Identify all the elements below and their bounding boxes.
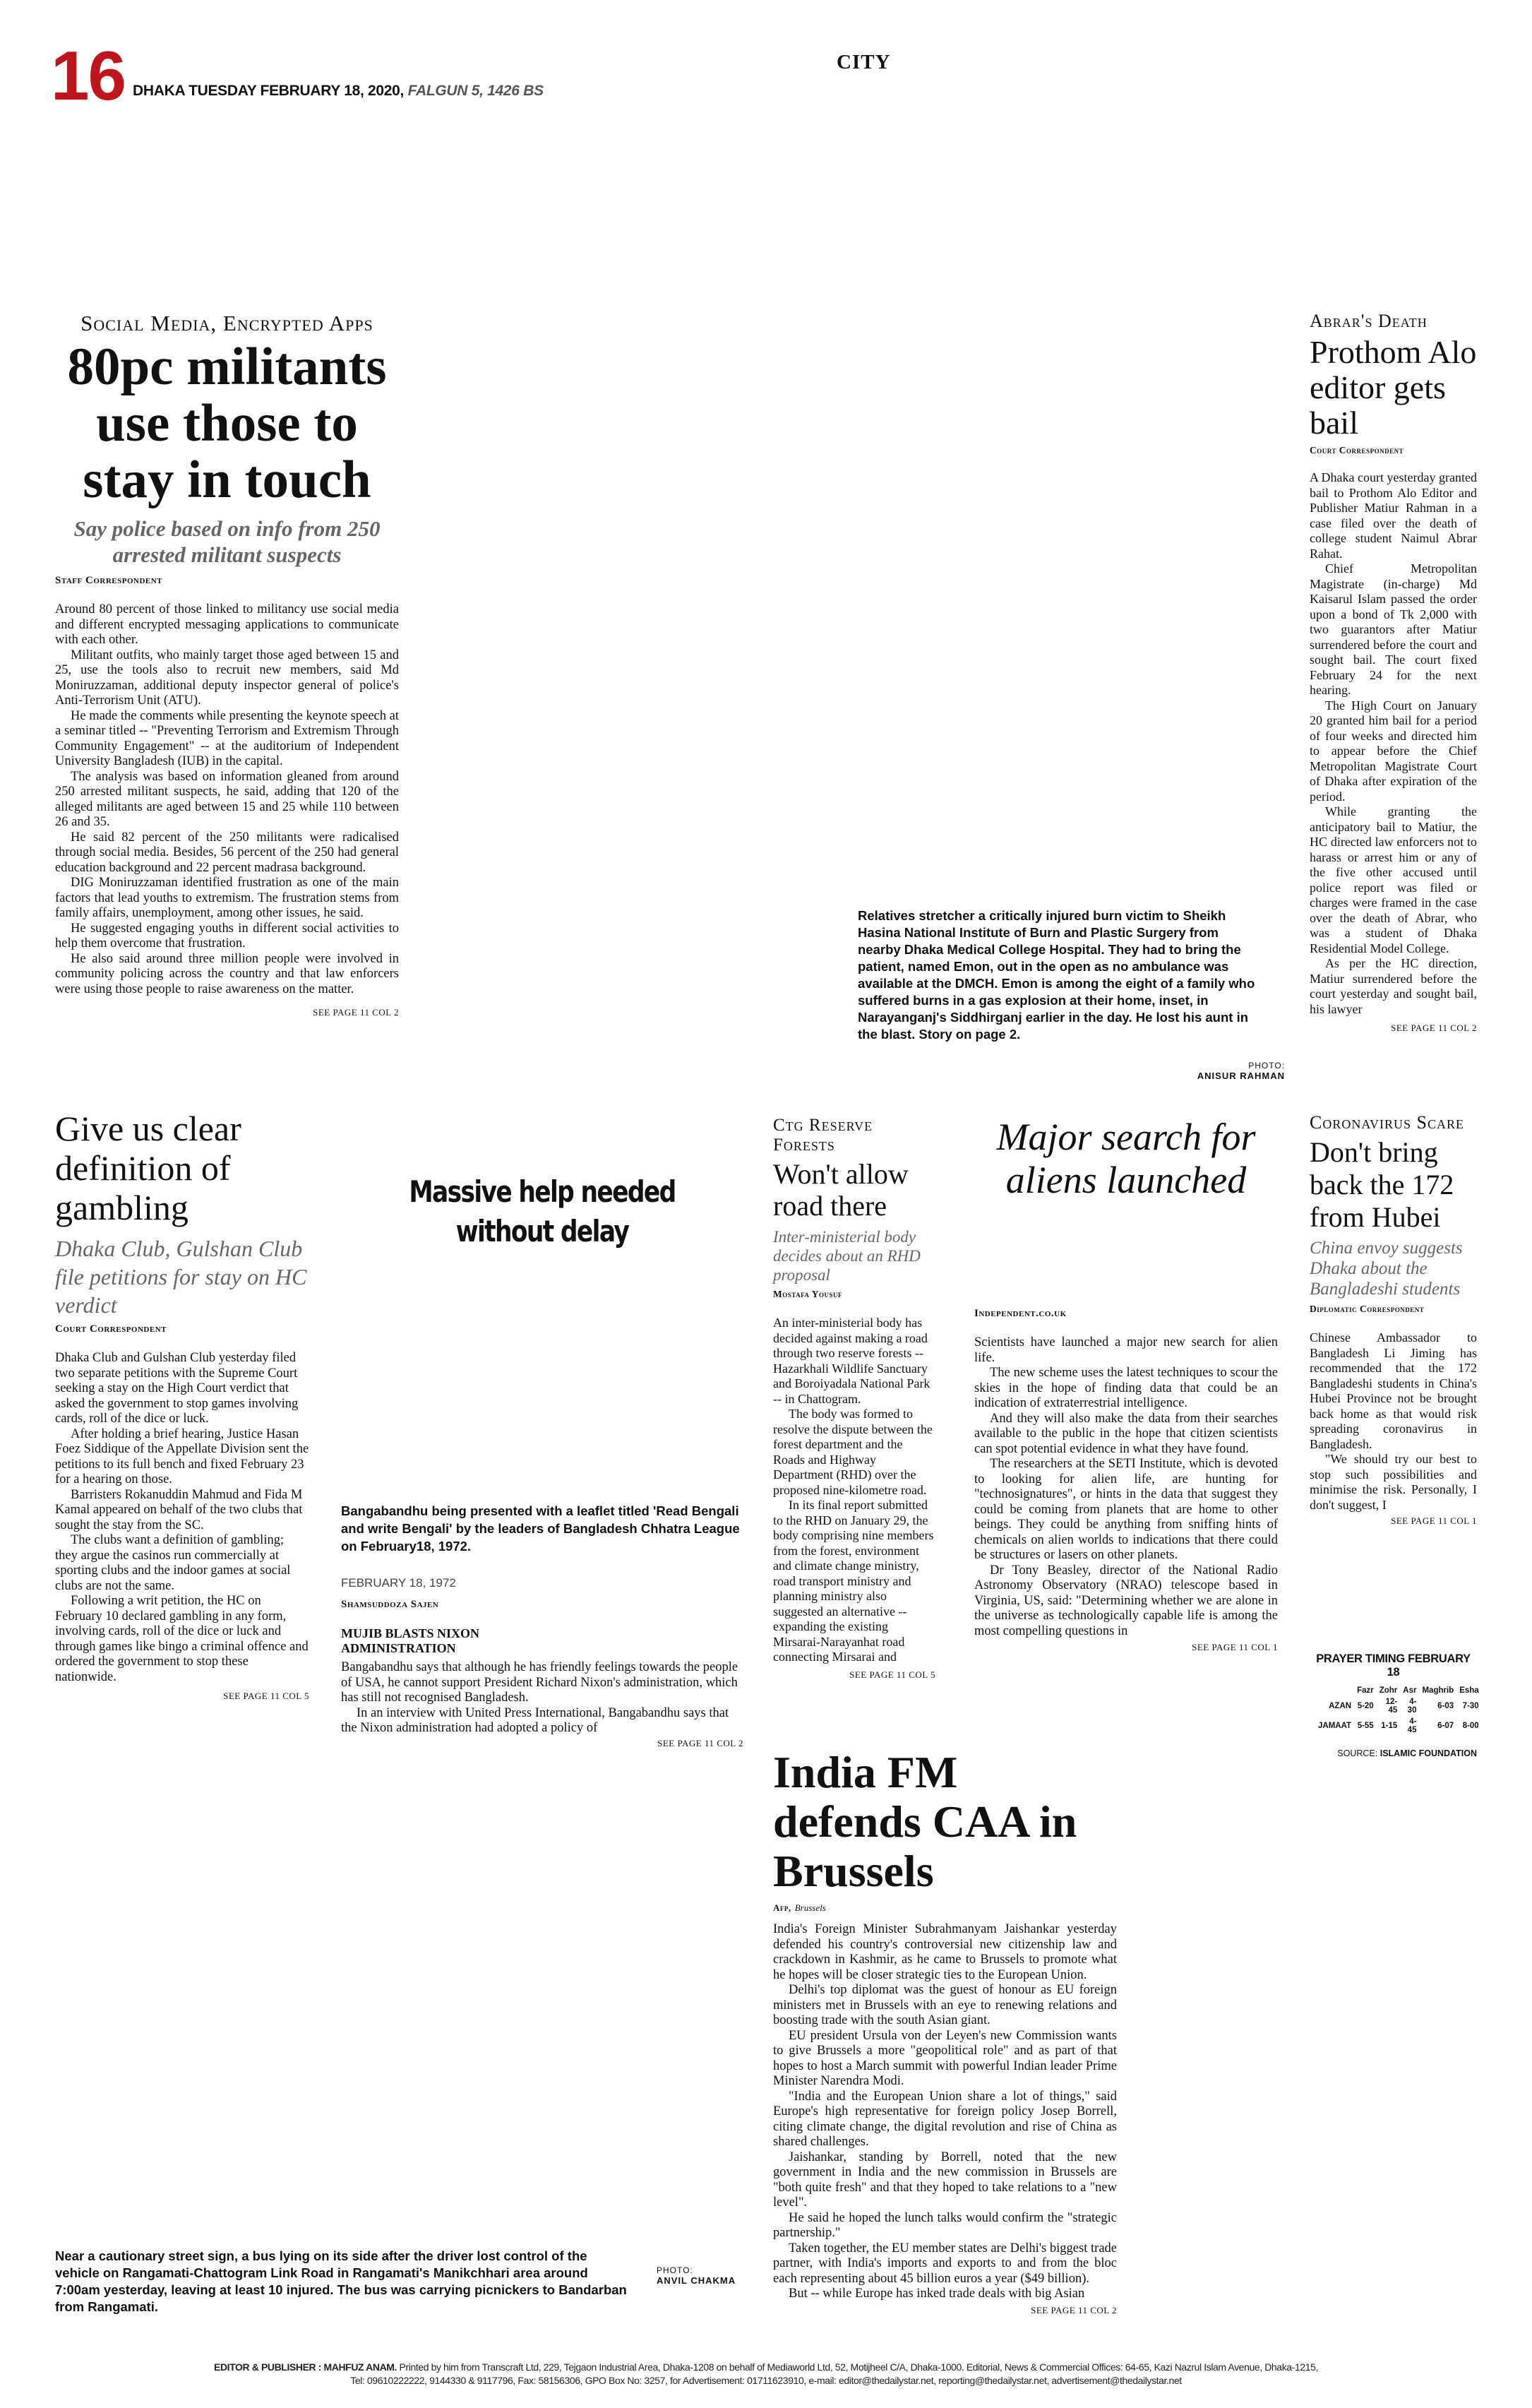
paragraph: Jaishankar, standing by Borrell, noted that the new government in India and the new commission in Brussels are "both quite fresh" and that they hoped to take relations to a "new level". xyxy=(773,2150,1117,2210)
story-body xyxy=(773,1922,1117,2302)
paragraph: And they will also make the data from their searches available to the public in the hope that citizen scientists can spot potential evidence in what they have found. xyxy=(974,1411,1278,1456)
paragraph: In an interview with United Press International, Bangabandhu says that the Nixon administration had adopted a policy of xyxy=(341,1705,729,1735)
prayer-source xyxy=(1310,1748,1477,1758)
story-reserve-forests xyxy=(773,1116,935,1681)
story-subhead: China envoy suggests Dhaka about the Bangladeshi students xyxy=(1310,1239,1463,1299)
photo-credit xyxy=(1130,1061,1285,1081)
footer-editor: EDITOR & PUBLISHER : MAHFUZ ANAM. xyxy=(214,2361,397,2373)
footer-address: Printed by him from Transcraft Ltd, 229, Tejgaon Industrial Area, Dhaka-1208 on behalf of Mediaworld Ltd, 52, Motijheel C/A, Dhaka-1000. Editorial, News & Commercial Offices: 64-65, Kazi Nazrul Islam Avenue, Dhaka-1215, xyxy=(399,2361,1318,2373)
story-kicker: Social Media, Encrypted Apps xyxy=(80,311,373,335)
paragraph: A Dhaka court yesterday granted bail to Prothom Alo Editor and Publisher Matiur Rahman in a case filed over the death of college student Naimul Abrar Rahat. xyxy=(1310,470,1477,561)
story-byline-row xyxy=(773,1900,1117,1914)
paragraph: DIG Moniruzzaman identified frustration as one of the main factors that lead youths to extremism. The frustration stems from family affairs, unemployment, among other issues, he said. xyxy=(55,876,399,920)
story-headline: Won't allow road there xyxy=(773,1158,909,1222)
story-headline: Give us clear definition of gambling xyxy=(55,1109,241,1227)
photo-caption-bus: Near a cautionary street sign, a bus lying on its side after the driver lost control of the vehicle on Rangamati-Chattogram Link Road in Rangamati's Manikchhari area around 7:00am yesterday, leaving at least 10 injured. The bus was carrying picnickers to Bandarban from Rangamati. xyxy=(55,2248,627,2314)
paragraph: He also said around three million people were involved in community policing across the country and that law enforcers were using those people to raise awareness on the matter. xyxy=(55,951,399,996)
prayer-table xyxy=(1315,1685,1482,1736)
story-headline: Prothom Alo editor gets bail xyxy=(1310,334,1477,441)
story-kicker: Ctg Reserve Forests xyxy=(773,1116,873,1155)
page-number: 16 xyxy=(51,37,126,114)
story-subhead: Say police based on info from 250 arrested militant suspects xyxy=(73,516,381,567)
prayer-col-header: Fazr xyxy=(1357,1686,1374,1695)
story-body xyxy=(1310,1330,1477,1513)
date-line-bangla: FALGUN 5, 1426 BS xyxy=(407,83,544,99)
jump-link[interactable]: SEE PAGE 11 COL 2 xyxy=(1031,2304,1117,2315)
jump-link[interactable]: SEE PAGE 11 COL 1 xyxy=(1391,1515,1477,1526)
paragraph: Around 80 percent of those linked to militancy use social media and different encrypted messaging applications to communicate with each other. xyxy=(55,602,399,647)
prayer-cell: 5-55 xyxy=(1357,1722,1374,1730)
prayer-col-header: Asr xyxy=(1403,1686,1417,1695)
story-byline: Diplomatic Correspondent xyxy=(1310,1304,1425,1314)
paragraph: Chief Metropolitan Magistrate (in-charge) Md Kaisarul Islam passed the order upon a bond of Tk 2,000 with two guarantors after Matiur surrendered before the court and sought bail. The court fixed February 24 for the next hearing. xyxy=(1310,561,1477,697)
prayer-timing-box xyxy=(1310,1652,1477,1758)
photo-credit-name: ANISUR RAHMAN xyxy=(1197,1071,1285,1081)
story-prothom-alo xyxy=(1310,311,1477,1034)
photo-caption-burn-victim: Relatives stretcher a critically injured burn victim to Sheikh Hasina National Institute of Burn and Plastic Surgery from nearby Dhaka Medical College Hospital. They had to bring the patient, named Emon, out in the open as no ambulance was available at the DMCH. Emon is among the eight of a family who suffered burns in a gas explosion at their home, inset, in Narayanganj's Siddhirganj earlier in the day. He lost his aunt in the blast. Story on page 2. xyxy=(858,908,1255,1042)
story-body xyxy=(55,602,399,997)
footer-line-2: Tel: 09610222222, 9144330 & 9117796, Fax: 58156306, GPO Box No: 3257, for Advertisement: 01711623910, e-mail: editor@thedailystar.net, reporting@thedailystar.net, advertisement@thedailystar.net xyxy=(350,2375,1182,2386)
date-line xyxy=(133,83,544,100)
paragraph: Militant outfits, who mainly target those aged between 15 and 25, use the tools also to recruit new members, said Md Moniruzzaman, additional deputy inspector general of police's Anti-Terrorism Unit (ATU). xyxy=(55,648,399,708)
paragraph: The new scheme uses the latest techniques to scour the skies in the hope of finding data that could be an indication of extraterrestrial intelligence. xyxy=(974,1366,1278,1410)
story-kicker: Coronavirus Scare xyxy=(1310,1112,1464,1133)
history-column xyxy=(341,1172,743,1749)
prayer-cell: 6-03 xyxy=(1437,1702,1454,1710)
story-byline: Staff Correspondent xyxy=(55,575,163,586)
prayer-cell: 7-30 xyxy=(1462,1702,1479,1710)
prayer-cell: 4-30 xyxy=(1407,1698,1417,1715)
footer-imprint xyxy=(56,2361,1476,2388)
paragraph: Chinese Ambassador to Bangladesh Li Jiming has recommended that the 172 Bangladeshi students in China's Hubei Province not be brought back home as that would risk spreading coronavirus in Bangladesh. xyxy=(1310,1330,1477,1451)
paragraph: EU president Ursula von der Leyen's new Commission wants to give Brussels a more "geopolitical role" and as part of that hopes to host a March summit with powerful Indian leader Prime Minister Narendra Modi. xyxy=(773,2028,1117,2088)
history-body xyxy=(341,1660,743,1736)
date-line-english: DHAKA TUESDAY FEBRUARY 18, 2020, xyxy=(133,83,405,99)
prayer-cell: JAMAAT xyxy=(1318,1722,1352,1730)
paragraph: He said 82 percent of the 250 militants were radicalised through social media. Besides, 56 percent of the 250 had general education background and 22 percent madrasa background. xyxy=(55,830,399,875)
story-dateline: Brussels xyxy=(794,1902,826,1913)
paragraph: He made the comments while presenting the keynote speech at a seminar titled -- "Preventing Terrorism and Extremism Through Community Engagement" -- at the auditorium of Independent University Bangladesh (IUB) in the capital. xyxy=(55,708,399,768)
paragraph: Barristers Rokanuddin Mahmud and Fida M Kamal appeared on behalf of the two clubs that sought the stay from the SC. xyxy=(55,1487,303,1532)
prayer-source-name: ISLAMIC FOUNDATION xyxy=(1380,1748,1477,1758)
prayer-cell: 6-07 xyxy=(1437,1722,1454,1730)
jump-link[interactable]: SEE PAGE 11 COL 1 xyxy=(1192,1642,1278,1652)
paragraph: The High Court on January 20 granted him bail for a period of four weeks and directed him to appear before the Chief Metropolitan Magistrate Court of Dhaka after expiration of the period. xyxy=(1310,698,1477,804)
paragraph: The body was formed to resolve the dispute between the forest department and the Roads and Highway Department (RHD) over the proposed nine-kilometre road. xyxy=(773,1407,933,1497)
history-byline: Shamsuddoza Sajen xyxy=(341,1599,439,1610)
story-aliens xyxy=(974,1116,1278,1653)
story-body xyxy=(974,1335,1278,1639)
paragraph: Following a writ petition, the HC on February 10 declared gambling in any form, involving cards, roll of the dice or luck and through games like bingo a criminal offence and ordered the government to stop these nationwide. xyxy=(55,1594,309,1684)
jump-link[interactable]: SEE PAGE 11 COL 5 xyxy=(223,1691,309,1701)
paragraph: While granting the anticipatory bail to Matiur, the HC directed law enforcers not to harass or arrest him or any of the five other accused until police report was filed or charges were framed in the case over the death of Abrar, who was a student of Dhaka Residential Model College. xyxy=(1310,804,1477,955)
jump-link[interactable]: SEE PAGE 11 COL 2 xyxy=(657,1737,743,1748)
story-byline: Court Correspondent xyxy=(55,1323,167,1335)
history-headline: Massive help needed without delay xyxy=(409,1174,676,1248)
story-headline: Major search for aliens launched xyxy=(996,1116,1256,1201)
story-byline: Independent.co.uk xyxy=(974,1308,1067,1319)
prayer-row-jamaat xyxy=(1315,1716,1482,1736)
prayer-cell: 5-20 xyxy=(1357,1702,1374,1710)
prayer-title: PRAYER TIMING FEBRUARY 18 xyxy=(1316,1652,1471,1679)
paragraph: Scientists have launched a major new search for alien life. xyxy=(974,1335,1278,1365)
story-headline: Don't bring back the 172 from Hubei xyxy=(1310,1136,1454,1233)
prayer-cell: 1-15 xyxy=(1381,1722,1398,1730)
prayer-col-header xyxy=(1315,1685,1354,1696)
story-byline: Court Correspondent xyxy=(1310,445,1404,455)
prayer-col-header: Esha xyxy=(1459,1686,1479,1695)
paragraph: The clubs want a definition of gambling; they argue the casinos run commercially at sporting clubs and the indoor games at social clubs are not the same. xyxy=(55,1533,291,1593)
story-coronavirus xyxy=(1310,1112,1477,1527)
story-gambling xyxy=(55,1109,309,1702)
story-body xyxy=(773,1316,935,1665)
paragraph: But -- while Europe has inked trade deals with big Asian xyxy=(789,2287,1085,2301)
story-subhead: Inter-ministerial body decides about an RHD proposal xyxy=(773,1228,921,1284)
photo-credit-label: PHOTO: xyxy=(1248,1061,1285,1071)
photo-credit-name: ANVIL CHAKMA xyxy=(657,2275,736,2286)
prayer-cell: 8-00 xyxy=(1462,1722,1479,1730)
story-subhead: Dhaka Club, Gulshan Club file petitions for stay on HC verdict xyxy=(55,1236,307,1318)
story-kicker: Abrar's Death xyxy=(1310,311,1428,331)
paragraph: Dr Tony Beasley, director of the National Radio Astronomy Observatory (NRAO) telescope based in Virginia, US, said: "Determining whether we are alone in the universe as technologically capable life is among the most compelling questions in xyxy=(974,1563,1278,1638)
prayer-cell: 4-45 xyxy=(1407,1717,1417,1734)
jump-link[interactable]: SEE PAGE 11 COL 2 xyxy=(1391,1023,1477,1033)
story-byline: Mostafa Yousuf xyxy=(773,1289,843,1299)
paragraph: An inter-ministerial body has decided against making a road through two reserve forests -- Hazarkhali Wildlife Sanctuary and Boroiyadala National Park -- in Chattogram. xyxy=(773,1316,930,1406)
photo-credit-label: PHOTO: xyxy=(657,2265,693,2275)
story-byline: Afp, xyxy=(773,1902,791,1913)
paragraph: Dhaka Club and Gulshan Club yesterday filed two separate petitions with the Supreme Court seeking a stay on the High Court verdict that asked the government to stop games involving cards, roll of the dice or luck. xyxy=(55,1351,299,1426)
story-headline: 80pc militants use those to stay in touch xyxy=(67,338,387,509)
paragraph: He suggested engaging youths in different social activities to help them overcome that frustration. xyxy=(55,921,399,950)
prayer-header-row xyxy=(1315,1685,1482,1696)
jump-link[interactable]: SEE PAGE 11 COL 5 xyxy=(849,1669,935,1680)
story-militants xyxy=(55,311,399,1018)
prayer-cell: 12-45 xyxy=(1385,1698,1398,1715)
paragraph: The researchers at the SETI Institute, which is devoted to looking for alien life, are hunting for "technosignatures", or hints in the data that suggest they could be coming from planets that are home to other beings. They could be anything from sniffing hints of chemicals on alien worlds to indications that there could be structures or lasers on other planets. xyxy=(974,1457,1278,1562)
prayer-source-label: SOURCE: xyxy=(1337,1748,1378,1758)
story-body xyxy=(55,1351,309,1685)
paragraph: India's Foreign Minister Subrahmanyam Jaishankar yesterday defended his country's controversial new citizenship law and crackdown in Kashmir, as he came to Brussels to promote what he hopes will be closer strategic ties to the European Union. xyxy=(773,1922,1117,1982)
prayer-row-azan xyxy=(1315,1696,1482,1716)
history-date: FEBRUARY 18, 1972 xyxy=(341,1576,456,1590)
paragraph: After holding a brief hearing, Justice Hasan Foez Siddique of the Appellate Division sent the petitions to its full bench and fixed February 23 for a hearing on those. xyxy=(55,1426,309,1486)
paragraph: In its final report submitted to the RHD on January 29, the body comprising nine members from the forest, environment and climate change ministry, road transport ministry and planning ministry also suggested an alternative -- expanding the existing Mirsarai-Narayanhat road connecting Mirsarai and xyxy=(773,1498,934,1664)
jump-link[interactable]: SEE PAGE 11 COL 2 xyxy=(313,1007,399,1018)
paragraph: Bangabandhu says that although he has friendly feelings towards the people of USA, he cannot support President Richard Nixon's administration, which has still not recognised Bangladesh. xyxy=(341,1660,738,1705)
paragraph: Delhi's top diplomat was the guest of honour as EU foreign ministers met in Brussels with an eye to renewing relations and boosting trade with the south Asian giant. xyxy=(773,1983,1117,2027)
story-headline: India FM defends CAA in Brussels xyxy=(773,1747,1077,1896)
paragraph: As per the HC direction, Matiur surrendered before the court yesterday and sought bail, his lawyer xyxy=(1310,956,1477,1016)
history-subhead: MUJIB BLASTS NIXON ADMINISTRATION xyxy=(341,1626,480,1655)
paragraph: The analysis was based on information gleaned from around 250 arrested militant suspects, he said, adding that 120 of the alleged militants are aged between 15 and 25 while 110 between 26 and 35. xyxy=(55,769,399,829)
story-body xyxy=(1310,470,1477,1017)
history-photo-caption: Bangabandhu being presented with a leaflet titled 'Read Bengali and write Bengali' by the leaders of Bangladesh Chhatra League on February18, 1972. xyxy=(341,1503,740,1554)
section-title: CITY xyxy=(837,51,891,73)
paragraph: "India and the European Union share a lot of things," said Europe's high representative for foreign policy Josep Borrell, citing climate change, the digital revolution and rise of China as shared challenges. xyxy=(773,2089,1117,2149)
photo-credit xyxy=(657,2265,762,2286)
prayer-col-header: Zohr xyxy=(1379,1686,1398,1695)
prayer-col-header: Maghrib xyxy=(1422,1686,1454,1695)
story-india-fm xyxy=(773,1748,1117,2316)
paragraph: "We should try our best to stop such possibilities and minimise the risk. Personally, I don't suggest, I xyxy=(1310,1452,1477,1512)
footer-line-1 xyxy=(56,2361,1476,2374)
prayer-cell: AZAN xyxy=(1329,1702,1352,1710)
paragraph: He said he hoped the lunch talks would confirm the "strategic partnership." xyxy=(773,2210,1117,2240)
paragraph: Taken together, the EU member states are Delhi's biggest trade partner, with India's imports and exports to and from the bloc each representing about 45 billion euros a year ($49 billion). xyxy=(773,2241,1117,2286)
